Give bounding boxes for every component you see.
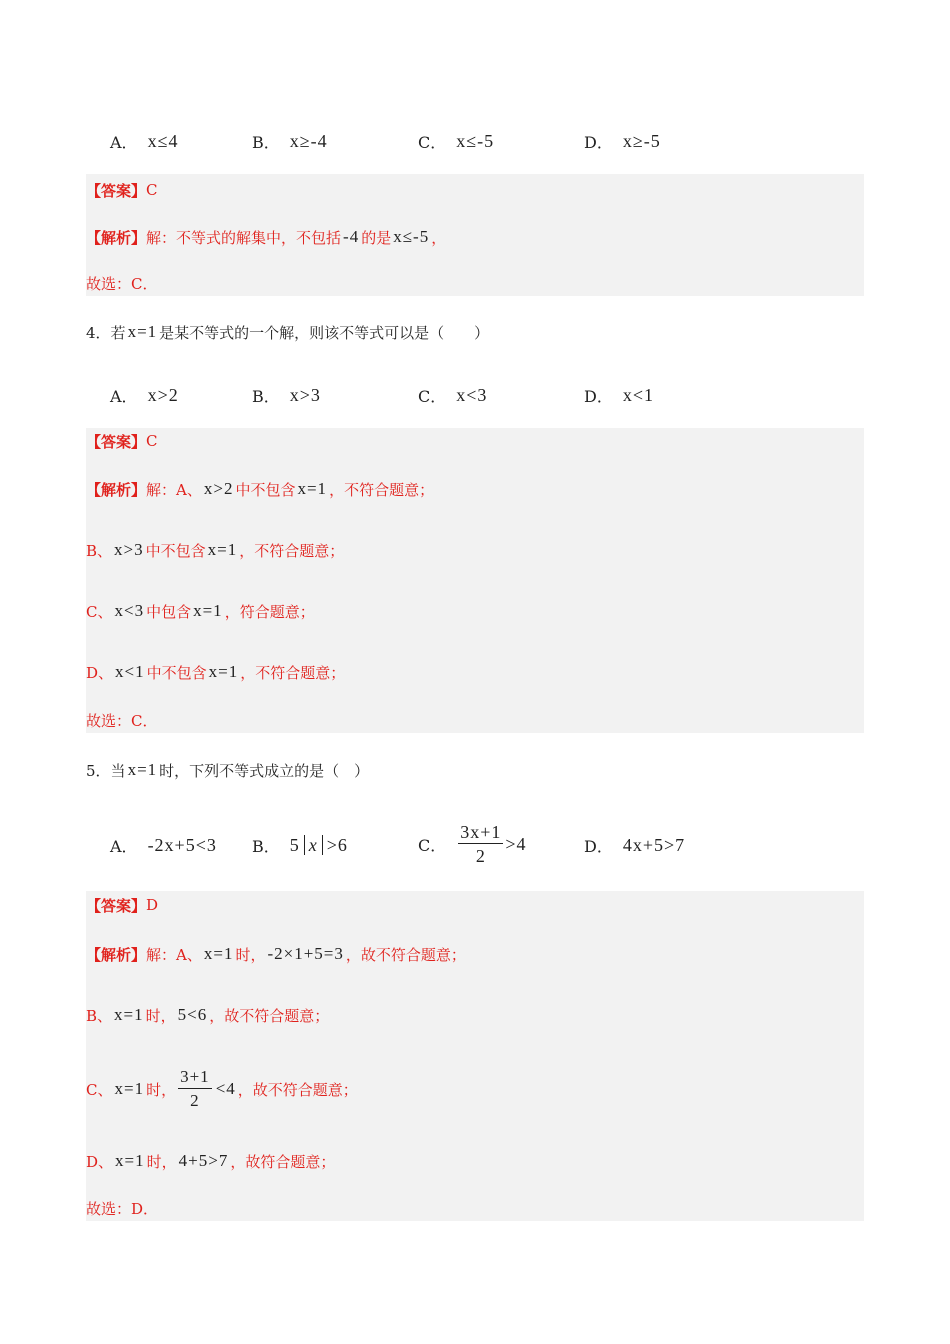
stem-text: 是某不等式的一个解，则该不等式可以是（ ） — [159, 323, 490, 342]
option-label: D． — [584, 386, 613, 406]
q5-option-b — [252, 828, 348, 862]
q4-stem — [86, 318, 489, 346]
analysis-text: ，符合题意； — [224, 602, 315, 621]
q4-option-c — [418, 380, 487, 410]
analysis-text: C、 — [86, 1080, 113, 1099]
analysis-text: ，不符合题意； — [329, 480, 435, 499]
fraction-numerator: 3x+1 — [460, 822, 502, 842]
abs-bar-left — [304, 835, 305, 855]
option-math: x≤-5 — [456, 130, 495, 151]
answer-value: C — [146, 432, 158, 450]
stem-text: 时，下列不等式成立的是（ ） — [159, 761, 370, 780]
question-number: 4． — [86, 323, 111, 342]
analysis-text: 时， — [146, 1152, 177, 1171]
analysis-text: 时， — [145, 1006, 176, 1025]
option-label: C． — [418, 132, 447, 152]
analysis-text: ，故符合题意； — [230, 1152, 336, 1171]
stem-text: 当 — [110, 761, 126, 780]
q3-option-c — [418, 126, 494, 156]
q3-answer-line — [86, 177, 158, 203]
option-label: D． — [584, 132, 613, 152]
analysis-math: x≤-5 — [393, 227, 430, 246]
q5-option-d — [584, 828, 685, 862]
analysis-math: x=1 — [203, 944, 234, 963]
q3-answer-box — [86, 174, 864, 296]
q3-option-a — [110, 126, 178, 156]
analysis-math: -2×1+5=3 — [267, 944, 344, 963]
option-math: x≥-4 — [289, 130, 328, 151]
analysis-text: B、 — [86, 541, 113, 560]
q3-analysis-line — [86, 224, 446, 250]
q4-analysis-line-a — [86, 476, 434, 502]
analysis-math: x=1 — [297, 479, 328, 498]
answer-tag: 【答案】 — [86, 432, 147, 451]
analysis-text: B、 — [86, 1006, 113, 1025]
analysis-math: <4 — [215, 1079, 236, 1098]
option-label: B． — [252, 386, 280, 406]
answer-value: D — [146, 896, 159, 914]
option-label: C． — [418, 835, 447, 855]
q5-analysis-line-b — [86, 1002, 329, 1028]
option-label: B． — [252, 132, 280, 152]
q4-option-b — [252, 380, 321, 410]
option-math-rhs: >6 — [326, 834, 348, 855]
analysis-math: 5<6 — [177, 1005, 208, 1024]
analysis-math: -4 — [343, 227, 360, 246]
q5-answer-line — [86, 892, 158, 918]
option-math: x≥-5 — [622, 130, 661, 151]
analysis-math: x<3 — [114, 601, 145, 620]
option-label: D． — [584, 836, 613, 856]
option-math: x<1 — [622, 384, 654, 405]
answer-tag: 【答案】 — [86, 181, 147, 200]
q4-analysis-line-b — [86, 537, 344, 563]
analysis-text: 时， — [146, 1080, 177, 1099]
analysis-text: 中包含 — [146, 602, 192, 621]
option-fraction — [458, 823, 503, 865]
answer-value: C — [146, 181, 158, 199]
abs-bar-right — [322, 835, 323, 855]
q5-option-c — [418, 820, 527, 868]
q3-option-b — [252, 126, 328, 156]
analysis-text: C、 — [86, 602, 113, 621]
q5-answer-box — [86, 891, 864, 1221]
option-label: C． — [418, 386, 447, 406]
q5-option-a — [110, 828, 217, 862]
analysis-text: ，故不符合题意； — [345, 945, 466, 964]
analysis-tag: 【解析】 — [86, 228, 147, 247]
analysis-fraction — [178, 1068, 212, 1110]
analysis-text: ，不符合题意； — [239, 541, 345, 560]
option-math: x<3 — [456, 384, 488, 405]
q5-analysis-line-c — [86, 1063, 358, 1115]
analysis-text: ，故不符合题意； — [237, 1080, 358, 1099]
option-label: A． — [110, 386, 138, 406]
option-label: A． — [110, 836, 138, 856]
fraction-numerator: 3+1 — [178, 1068, 212, 1089]
analysis-tag: 【解析】 — [86, 945, 147, 964]
analysis-math: x>3 — [114, 540, 144, 559]
analysis-text: 解：A、 — [146, 945, 202, 964]
option-label: A． — [110, 132, 138, 152]
q5-conclusion: 故选：D． — [86, 1199, 159, 1218]
analysis-text: ，不符合题意； — [240, 663, 346, 682]
analysis-math: 4+5>7 — [178, 1151, 229, 1170]
q4-answer-line — [86, 428, 158, 454]
stem-math: x=1 — [127, 322, 158, 341]
q5-options — [0, 822, 950, 868]
analysis-math: x=1 — [193, 601, 223, 620]
q3-options — [0, 126, 950, 156]
analysis-tag: 【解析】 — [86, 480, 147, 499]
q4-option-a — [110, 380, 179, 410]
analysis-math: x<1 — [115, 662, 145, 681]
option-math: x≤4 — [147, 130, 179, 151]
stem-math: x=1 — [127, 760, 158, 779]
analysis-text: ，故不符合题意； — [209, 1006, 330, 1025]
analysis-math: x>2 — [203, 479, 234, 498]
analysis-text: D、 — [86, 1152, 114, 1171]
analysis-math: x=1 — [115, 1151, 145, 1170]
analysis-text: D、 — [86, 663, 114, 682]
q4-option-d — [584, 380, 654, 410]
analysis-text: ， — [431, 228, 447, 247]
option-math-coef: 5 — [289, 834, 300, 855]
option-math: x>3 — [289, 384, 321, 405]
analysis-math: x=1 — [114, 1005, 144, 1024]
q4-conclusion: 故选：C． — [86, 711, 158, 730]
question-number: 5． — [86, 761, 111, 780]
analysis-text: 时， — [235, 945, 266, 964]
q3-conclusion: 故选：C． — [86, 274, 158, 293]
q4-answer-box — [86, 428, 864, 733]
q5-analysis-line-a — [86, 941, 466, 967]
option-math: x>2 — [147, 384, 179, 405]
answer-tag: 【答案】 — [86, 896, 147, 915]
option-label: B． — [252, 836, 280, 856]
analysis-text: 的是 — [361, 228, 392, 247]
q5-stem — [86, 756, 369, 784]
analysis-text: 解：不等式的解集中，不包括 — [146, 228, 342, 247]
q4-options — [0, 380, 950, 410]
analysis-text: 中不包含 — [145, 541, 206, 560]
fraction-denominator: 2 — [475, 846, 486, 866]
q4-analysis-line-d — [86, 659, 345, 685]
q5-analysis-line-d — [86, 1148, 335, 1174]
option-math: -2x+5<3 — [147, 834, 217, 855]
analysis-text: 解：A、 — [146, 480, 202, 499]
analysis-math: x=1 — [208, 662, 239, 681]
q4-analysis-line-c — [86, 598, 315, 624]
fraction-denominator: 2 — [190, 1091, 200, 1110]
analysis-math: x=1 — [207, 540, 238, 559]
option-math: 4x+5>7 — [622, 834, 686, 855]
q3-option-d — [584, 126, 661, 156]
option-math-var: x — [308, 834, 318, 855]
option-math-rhs: >4 — [505, 833, 527, 854]
analysis-text: 中不包含 — [235, 480, 296, 499]
analysis-math: x=1 — [114, 1079, 145, 1098]
analysis-text: 中不包含 — [146, 663, 207, 682]
stem-text: 若 — [110, 323, 126, 342]
